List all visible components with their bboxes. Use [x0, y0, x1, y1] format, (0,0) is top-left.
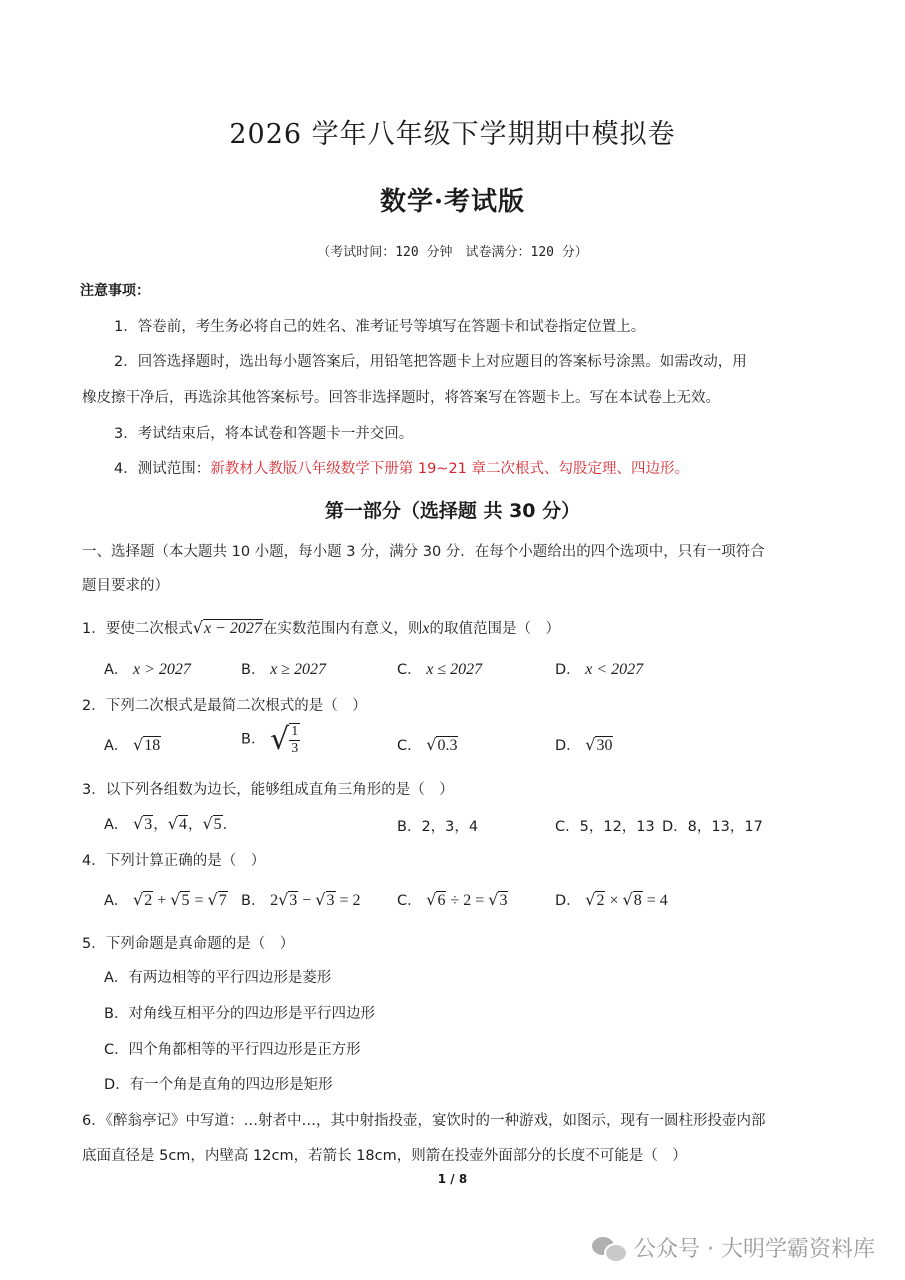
q1-option-b[interactable]: B． x ≥ 2027	[241, 661, 326, 678]
q2-option-d[interactable]: D． √30	[555, 735, 613, 754]
exam-title: 2026 学年八年级下学期期中模拟卷	[229, 119, 676, 150]
q4-option-d[interactable]: D． √2 × √8 = 4	[555, 890, 668, 909]
q2-option-c[interactable]: C． √0.3	[397, 735, 458, 754]
q4-option-c[interactable]: C． √6 ÷ 2 = √3	[397, 890, 508, 909]
q3-option-d[interactable]: D．8，13，17	[662, 819, 763, 835]
q1-option-a[interactable]: A． x > 2027	[104, 661, 191, 678]
q4-option-b[interactable]: B． 2√3 − √3 = 2	[241, 890, 361, 909]
exam-subtitle: 数学·考试版	[379, 187, 526, 217]
notice-item-2-line-2: 橡皮擦干净后，再选涂其他答案标号。回答非选择题时，将答案写在答题卡上。写在本试卷上无效。	[82, 390, 720, 406]
wechat-icon	[592, 1235, 626, 1261]
question-2-stem: 2．下列二次根式是最简二次根式的是（ ）	[82, 698, 367, 714]
watermark-text: 公众号 · 大明学霸资料库	[634, 1237, 875, 1262]
notice-item-4-scope: 新教材人教版八年级数学下册第 19~21 章二次根式、勾股定理、四边形。	[210, 461, 690, 477]
notice-item-4-prefix: 4．测试范围：	[114, 461, 211, 477]
q5-option-a[interactable]: A．有两边相等的平行四边形是菱形	[104, 970, 332, 986]
notice-item-4	[114, 457, 689, 478]
q3-option-a[interactable]: A． √3，√4，√5．	[104, 814, 238, 833]
notice-heading: 注意事项：	[80, 283, 150, 299]
q1-option-d[interactable]: D． x < 2027	[555, 661, 644, 678]
watermark	[592, 1232, 875, 1263]
q5-option-b[interactable]: B．对角线互相平分的四边形是平行四边形	[104, 1006, 375, 1022]
q3-option-b[interactable]: B．2，3，4	[397, 819, 479, 835]
notice-item-2-line-1: 2．回答选择题时，选出每小题答案后，用铅笔把答题卡上对应题目的答案标号涂黑。如需改动，用	[114, 354, 747, 370]
q2-option-b[interactable]: B． √ $\frac{1}{3}$	[241, 722, 299, 757]
notice-item-3: 3．考试结束后，将本试卷和答题卡一并交回。	[114, 426, 414, 442]
q1-radical: √x − 2027	[192, 618, 262, 637]
question-5-stem: 5．下列命题是真命题的是（ ）	[82, 936, 295, 952]
page-number: 1 / 8	[437, 1172, 468, 1186]
question-1-stem: 1．要使二次根式√x − 2027在实数范围内有意义，则x的取值范围是（ ）	[82, 618, 560, 637]
exam-meta: （考试时间：120 分钟 试卷满分：120 分）	[317, 245, 588, 260]
q2-option-a[interactable]: A． √18	[104, 735, 161, 754]
q3-option-c[interactable]: C．5，12，13	[555, 819, 655, 835]
q4-option-a[interactable]: A． √2 + √5 = √7	[104, 890, 227, 909]
section-intro-line-1: 一、选择题（本大题共 10 小题，每小题 3 分，满分 30 分．在每个小题给出的四个选项中，只有一项符合	[82, 544, 765, 560]
q5-option-c[interactable]: C．四个角都相等的平行四边形是正方形	[104, 1042, 361, 1058]
q1-option-c[interactable]: C． x ≤ 2027	[397, 661, 483, 678]
section-intro-line-2: 题目要求的）	[82, 578, 169, 594]
question-4-stem: 4．下列计算正确的是（ ）	[82, 853, 266, 869]
question-3-stem: 3．以下列各组数为边长，能够组成直角三角形的是（ ）	[82, 782, 454, 798]
part-title: 第一部分（选择题 共 30 分）	[324, 500, 581, 522]
question-6-line-1: 6．《醉翁亭记》中写道：…射者中…，其中射指投壶，宴饮时的一种游戏，如图示，现有一圆柱形投壶内部	[82, 1113, 766, 1129]
notice-item-1: 1．答卷前，考生务必将自己的姓名、准考证号等填写在答题卡和试卷指定位置上。	[114, 319, 646, 335]
q5-option-d[interactable]: D．有一个角是直角的四边形是矩形	[104, 1077, 333, 1093]
question-6-line-2: 底面直径是 5cm，内壁高 12cm，若箭长 18cm，则箭在投壶外面部分的长度不可能是（ ）	[82, 1148, 687, 1164]
